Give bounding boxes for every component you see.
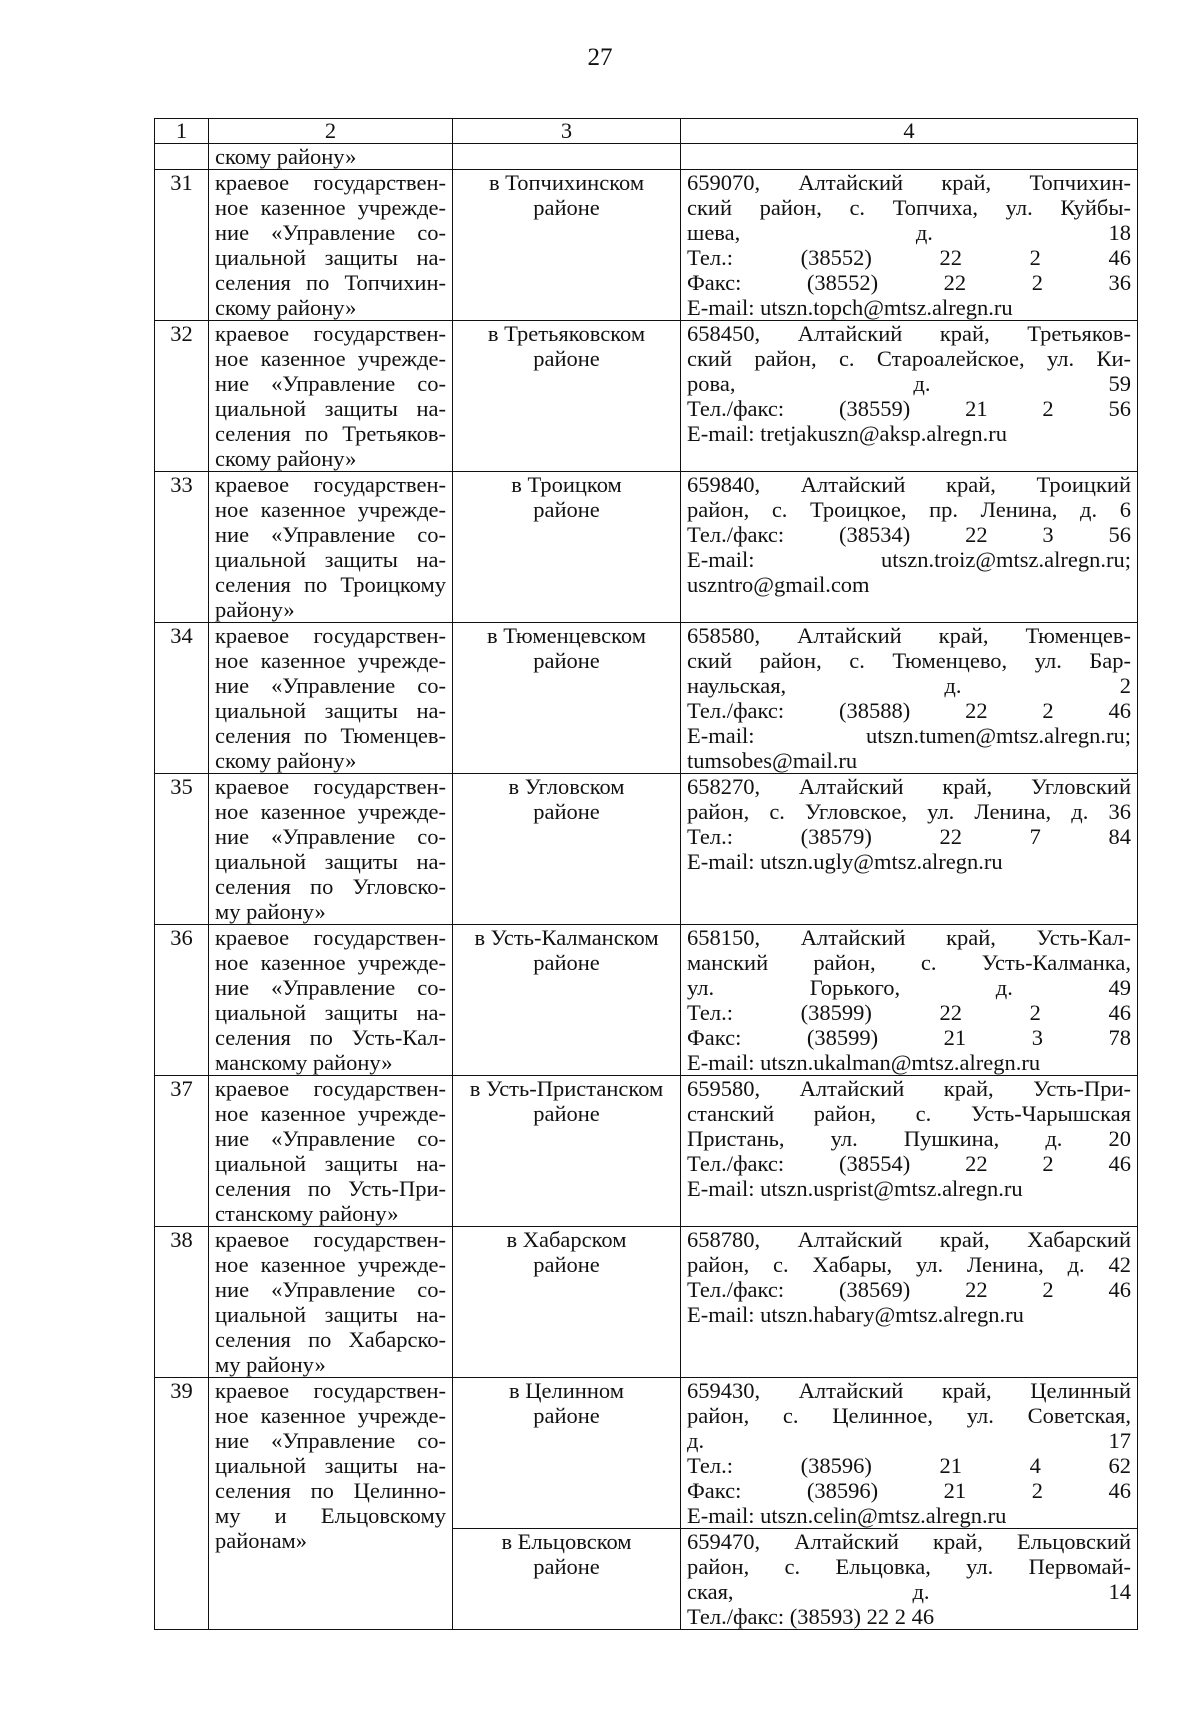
cell-line: ние «Управление со- [215,673,446,698]
cell-line: районам» [215,1528,308,1553]
institution-name [209,1227,453,1378]
cell-line: циальной защиты на- [215,547,446,572]
cell-line: станский район, с. Усть-Чарышская [687,1101,1131,1126]
cell-line: районе [533,648,600,673]
table-row [155,925,1138,1076]
cell-line: му району» [215,1352,326,1377]
row-number: 39 [155,1378,209,1630]
cell-line: E-mail: utszn.celin@mtsz.alregn.ru [687,1503,1007,1528]
cell-line: селения по Хабарско- [215,1327,446,1352]
column-header-4: 4 [681,119,1138,144]
district-name [453,1076,681,1227]
table-row [155,472,1138,623]
table-row [155,1378,1138,1529]
cell-line: краевое государствен- [215,472,446,497]
cell-line: район, с. Троицкое, пр. Ленина, д. 6 [687,497,1131,522]
cell-line: ное казенное учрежде- [215,648,446,673]
cell-line: 659580, Алтайский край, Усть-При- [687,1076,1131,1101]
column-header-3: 3 [453,119,681,144]
cell-line: в Ельцовском [501,1529,632,1554]
cell-line: ние «Управление со- [215,1277,446,1302]
row-number: 33 [155,472,209,623]
cell-line: селения по Тюменцев- [215,723,446,748]
cell-line: ное казенное учрежде- [215,950,446,975]
cell-line: tumsobes@mail.ru [687,748,858,773]
cell-line: 658450, Алтайский край, Третьяков- [687,321,1131,346]
cell-line: районе [533,1252,600,1277]
table-row [155,623,1138,774]
cell-line: ние «Управление со- [215,975,446,1000]
institutions-table [154,118,1138,1630]
cell-line: Тел.: (38599) 22 2 46 [687,1000,1131,1025]
cell-line: д. 17 [687,1428,1131,1453]
cell-line: Тел.: (38579) 22 7 84 [687,824,1131,849]
cell-line: в Тюменцевском [486,623,646,648]
cell-line: районе [533,497,600,522]
cell-line: E-mail: utszn.tumen@mtsz.alregn.ru; [687,723,1131,748]
row-number: 32 [155,321,209,472]
table-row [155,774,1138,925]
cell-line: ное казенное учрежде- [215,346,446,371]
cell-line: ние «Управление со- [215,1126,446,1151]
cell-line: району» [215,597,295,622]
cell-line: скому району» [215,748,357,773]
cell-line: скому району» [215,295,357,320]
cell-line: ное казенное учрежде- [215,1403,446,1428]
institution-name [209,321,453,472]
cell-line: ние «Управление со- [215,522,446,547]
cell-line: манскому району» [215,1050,393,1075]
cell-line: ский район, с. Староалейское, ул. Ки- [687,346,1131,371]
cell-line: Тел./факс: (38534) 22 3 56 [687,522,1131,547]
cell-line: ская, д. 14 [687,1579,1131,1604]
cell-line: краевое государствен- [215,925,446,950]
cell-line: Тел./факс: (38569) 22 2 46 [687,1277,1131,1302]
cell-line: наульская, д. 2 [687,673,1131,698]
cell-line: селения по Троицкому [215,572,446,597]
cell-line: циальной защиты на- [215,396,446,421]
district-name [453,1227,681,1378]
cell-line: 658150, Алтайский край, Усть-Кал- [687,925,1131,950]
cell-line: Тел./факс: (38588) 22 2 46 [687,698,1131,723]
row-number: 35 [155,774,209,925]
cell-line: районе [533,1101,600,1126]
table-body [155,119,1138,1630]
cell-line: краевое государствен- [215,321,446,346]
cell-line: 659470, Алтайский край, Ельцовский [687,1529,1131,1554]
cell-line: ский район, с. Тюменцево, ул. Бар- [687,648,1131,673]
cell-line: в Троицком [511,472,622,497]
cell-line: циальной защиты на- [215,698,446,723]
cell-line: Пристань, ул. Пушкина, д. 20 [687,1126,1131,1151]
cell-line: Тел./факс: (38593) 22 2 46 [687,1604,935,1629]
cell-line: 658270, Алтайский край, Угловский [687,774,1131,799]
cell-line: E-mail: utszn.habary@mtsz.alregn.ru [687,1302,1024,1327]
cell-line: в Целинном [509,1378,624,1403]
cell-line: районе [533,1403,600,1428]
cell-line: в Топчихинском [488,170,645,195]
cell-line: циальной защиты на- [215,1302,446,1327]
cell-line: районе [533,799,600,824]
cell-line: район, с. Хабары, ул. Ленина, д. 42 [687,1252,1131,1277]
row-number: 31 [155,170,209,321]
cell-line: циальной защиты на- [215,1000,446,1025]
cell-line: uszntro@gmail.com [687,572,870,597]
continuation-row [155,144,1138,170]
cell-line: краевое государствен- [215,1378,446,1403]
column-header-2: 2 [209,119,453,144]
cell-line: район, с. Ельцовка, ул. Первомай- [687,1554,1131,1579]
cell-line: циальной защиты на- [215,1453,446,1478]
contact-details [681,623,1138,774]
cell-line: селения по Угловско- [215,874,446,899]
cell-line: селения по Целинно- [215,1478,446,1503]
cell-line: 658580, Алтайский край, Тюменцев- [687,623,1131,648]
row-number: 38 [155,1227,209,1378]
district-name [453,1378,681,1529]
table-row [155,170,1138,321]
district-name [453,472,681,623]
cell-line: 658780, Алтайский край, Хабарский [687,1227,1131,1252]
continuation-num-cell [155,144,209,170]
district-name [453,623,681,774]
cell-line: E-mail: utszn.troiz@mtsz.alregn.ru; [687,547,1131,572]
cell-line: E-mail: tretjakuszn@aksp.alregn.ru [687,421,1007,446]
cell-line: селения по Усть-При- [215,1176,446,1201]
cell-line: краевое государствен- [215,1227,446,1252]
cell-line: Факс: (38596) 21 2 46 [687,1478,1131,1503]
cell-line: селения по Топчихин- [215,270,446,295]
row-number: 36 [155,925,209,1076]
contact-details [681,1529,1138,1630]
cell-line: E-mail: utszn.ukalman@mtsz.alregn.ru [687,1050,1041,1075]
cell-line: районе [533,950,600,975]
contact-details [681,774,1138,925]
column-header-1: 1 [155,119,209,144]
cell-line: циальной защиты на- [215,849,446,874]
cell-line: район, с. Целинное, ул. Советская, [687,1403,1131,1428]
cell-line: Тел.: (38596) 21 4 62 [687,1453,1131,1478]
contact-details [681,1227,1138,1378]
institution-name [209,925,453,1076]
district-name [453,170,681,321]
institution-name [209,472,453,623]
district-name [453,321,681,472]
row-number: 34 [155,623,209,774]
cell-line: ное казенное учрежде- [215,497,446,522]
row-number: 37 [155,1076,209,1227]
cell-line: районе [533,1554,600,1579]
cell-line: в Усть-Пристанском [469,1076,664,1101]
institution-name [209,774,453,925]
cell-line: 659840, Алтайский край, Троицкий [687,472,1131,497]
contact-details [681,472,1138,623]
continuation-contacts-cell [681,144,1138,170]
contact-details [681,170,1138,321]
cell-line: в Третьяковском [487,321,646,346]
contact-details [681,321,1138,472]
cell-line: ное казенное учрежде- [215,1101,446,1126]
cell-line: E-mail: utszn.ugly@mtsz.alregn.ru [687,849,1003,874]
cell-line: ние «Управление со- [215,824,446,849]
cell-line: Факс: (38599) 21 3 78 [687,1025,1131,1050]
district-name [453,774,681,925]
district-name [453,1529,681,1630]
institution-name [209,170,453,321]
cell-line: Тел./факс: (38559) 21 2 56 [687,396,1131,421]
contact-details [681,925,1138,1076]
cell-line: ский район, с. Топчиха, ул. Куйбы- [687,195,1131,220]
table-row [155,1076,1138,1227]
cell-line: Факс: (38552) 22 2 36 [687,270,1131,295]
cell-line: Тел.: (38552) 22 2 46 [687,245,1131,270]
cell-line: E-mail: utszn.usprist@mtsz.alregn.ru [687,1176,1023,1201]
cell-line: селения по Третьяков- [215,421,446,446]
cell-line: селения по Усть-Кал- [215,1025,446,1050]
contact-details [681,1076,1138,1227]
institution-name [209,1076,453,1227]
cell-line: краевое государствен- [215,623,446,648]
cell-line: циальной защиты на- [215,1151,446,1176]
cell-line: Тел./факс: (38554) 22 2 46 [687,1151,1131,1176]
cell-line: станскому району» [215,1201,399,1226]
cell-line: в Усть-Калманском [474,925,659,950]
cell-line: 659070, Алтайский край, Топчихин- [687,170,1131,195]
continuation-district-cell [453,144,681,170]
table-row [155,321,1138,472]
cell-line: ние «Управление со- [215,220,446,245]
institution-name [209,1378,453,1630]
cell-line: ное казенное учрежде- [215,799,446,824]
cell-line: районе [533,195,600,220]
cell-line: рова, д. 59 [687,371,1131,396]
table-header-row [155,119,1138,144]
cell-line: краевое государствен- [215,774,446,799]
cell-line: шева, д. 18 [687,220,1131,245]
cell-line: краевое государствен- [215,1076,446,1101]
cell-line: ул. Горького, д. 49 [687,975,1131,1000]
cell-line: районе [533,346,600,371]
cell-line: 659430, Алтайский край, Целинный [687,1378,1131,1403]
continuation-text: скому району» [215,144,357,169]
cell-line: в Хабарском [506,1227,627,1252]
cell-line: скому району» [215,446,357,471]
continuation-org-cell [209,144,453,170]
cell-line: E-mail: utszn.topch@mtsz.alregn.ru [687,295,1013,320]
institution-name [209,623,453,774]
cell-line: район, с. Угловское, ул. Ленина, д. 36 [687,799,1131,824]
cell-line: му и Ельцовскому [215,1503,446,1528]
cell-line: манский район, с. Усть-Калманка, [687,950,1131,975]
cell-line: циальной защиты на- [215,245,446,270]
district-name [453,925,681,1076]
page-number: 27 [587,44,613,71]
contact-details [681,1378,1138,1529]
cell-line: ное казенное учрежде- [215,195,446,220]
cell-line: ное казенное учрежде- [215,1252,446,1277]
cell-line: ние «Управление со- [215,371,446,396]
cell-line: ние «Управление со- [215,1428,446,1453]
cell-line: краевое государствен- [215,170,446,195]
table-row [155,1227,1138,1378]
cell-line: в Угловском [508,774,625,799]
cell-line: му району» [215,899,326,924]
